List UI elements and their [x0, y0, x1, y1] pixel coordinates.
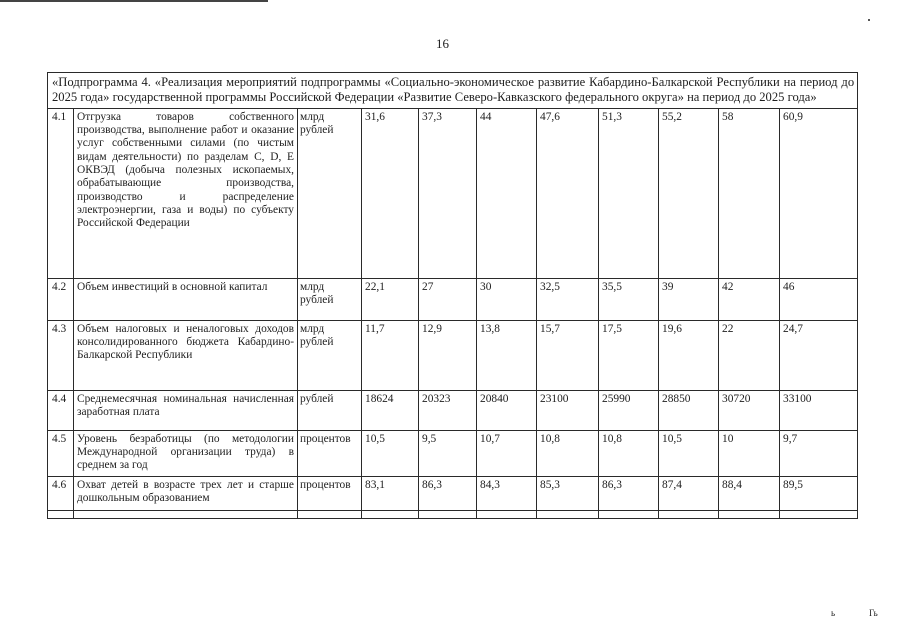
row-number: 4.6 — [48, 476, 74, 510]
value-cell: 28850 — [659, 390, 719, 430]
value-cell: 10,5 — [362, 430, 419, 476]
value-cell: 47,6 — [537, 108, 599, 278]
scan-mark — [868, 19, 870, 21]
value-cell — [719, 510, 780, 518]
value-cell — [477, 510, 537, 518]
value-cell — [419, 510, 477, 518]
indicators-table — [47, 72, 858, 519]
value-cell: 20323 — [419, 390, 477, 430]
value-cell: 31,6 — [362, 108, 419, 278]
unit-cell: млрд рублей — [298, 278, 362, 320]
value-cell: 13,8 — [477, 320, 537, 390]
caption-row — [48, 73, 858, 109]
indicator-name: Среднемесячная номинальная начисленная заработная плата — [74, 390, 298, 430]
row-number — [48, 510, 74, 518]
subprogram-caption: «Подпрограмма 4. «Реализация мероприятий подпрограммы «Социально-экономическое развитие Кабардино-Балкарской Республики на период до 2025 года» государственной программы Российской Федерации «Развитие Северо-Кавказского федерального округа» на период до 2025 года» — [48, 73, 858, 109]
table-row — [48, 476, 858, 510]
value-cell — [599, 510, 659, 518]
footer-mark: ь — [831, 608, 836, 618]
table-row — [48, 390, 858, 430]
value-cell: 24,7 — [780, 320, 858, 390]
value-cell: 22,1 — [362, 278, 419, 320]
value-cell: 30720 — [719, 390, 780, 430]
row-number: 4.4 — [48, 390, 74, 430]
value-cell: 60,9 — [780, 108, 858, 278]
row-number: 4.5 — [48, 430, 74, 476]
value-cell: 11,7 — [362, 320, 419, 390]
unit-cell: процентов — [298, 476, 362, 510]
page-number: 16 — [436, 36, 449, 51]
value-cell: 27 — [419, 278, 477, 320]
top-rule — [0, 0, 268, 2]
value-cell: 87,4 — [659, 476, 719, 510]
indicator-name: Уровень безработицы (по методологии Международной организации труда) в среднем за год — [74, 430, 298, 476]
table-row — [48, 278, 858, 320]
value-cell: 55,2 — [659, 108, 719, 278]
value-cell: 83,1 — [362, 476, 419, 510]
unit-cell: рублей — [298, 390, 362, 430]
table-row — [48, 108, 858, 278]
indicator-name: Объем инвестиций в основной капитал — [74, 278, 298, 320]
indicator-name: Охват детей в возрасте трех лет и старше дошкольным образованием — [74, 476, 298, 510]
value-cell — [659, 510, 719, 518]
value-cell: 10,7 — [477, 430, 537, 476]
footer-mark: Гь — [869, 608, 878, 618]
value-cell: 51,3 — [599, 108, 659, 278]
value-cell: 22 — [719, 320, 780, 390]
value-cell — [362, 510, 419, 518]
value-cell: 33100 — [780, 390, 858, 430]
value-cell: 39 — [659, 278, 719, 320]
unit-cell: млрд рублей — [298, 108, 362, 278]
value-cell: 86,3 — [419, 476, 477, 510]
value-cell — [780, 510, 858, 518]
value-cell: 37,3 — [419, 108, 477, 278]
value-cell: 30 — [477, 278, 537, 320]
value-cell: 20840 — [477, 390, 537, 430]
indicator-name: Объем налоговых и неналоговых доходов консолидированного бюджета Кабардино-Балкарской Республики — [74, 320, 298, 390]
row-number: 4.3 — [48, 320, 74, 390]
value-cell: 19,6 — [659, 320, 719, 390]
value-cell: 12,9 — [419, 320, 477, 390]
table-row — [48, 430, 858, 476]
value-cell: 9,5 — [419, 430, 477, 476]
value-cell: 17,5 — [599, 320, 659, 390]
indicator-name — [74, 510, 298, 518]
unit-cell — [298, 510, 362, 518]
value-cell: 25990 — [599, 390, 659, 430]
row-number: 4.2 — [48, 278, 74, 320]
value-cell: 10 — [719, 430, 780, 476]
row-number: 4.1 — [48, 108, 74, 278]
unit-cell: млрд рублей — [298, 320, 362, 390]
value-cell: 10,5 — [659, 430, 719, 476]
value-cell: 86,3 — [599, 476, 659, 510]
value-cell: 46 — [780, 278, 858, 320]
value-cell: 10,8 — [537, 430, 599, 476]
value-cell — [537, 510, 599, 518]
value-cell: 32,5 — [537, 278, 599, 320]
value-cell: 15,7 — [537, 320, 599, 390]
value-cell: 89,5 — [780, 476, 858, 510]
value-cell: 9,7 — [780, 430, 858, 476]
value-cell: 23100 — [537, 390, 599, 430]
table-row — [48, 510, 858, 518]
value-cell: 85,3 — [537, 476, 599, 510]
value-cell: 42 — [719, 278, 780, 320]
value-cell: 10,8 — [599, 430, 659, 476]
value-cell: 35,5 — [599, 278, 659, 320]
value-cell: 18624 — [362, 390, 419, 430]
table-row — [48, 320, 858, 390]
value-cell: 44 — [477, 108, 537, 278]
value-cell: 58 — [719, 108, 780, 278]
value-cell: 84,3 — [477, 476, 537, 510]
value-cell: 88,4 — [719, 476, 780, 510]
indicator-name: Отгрузка товаров собственного производства, выполнение работ и оказание услуг собственными силами (по чистым видам деятельности) по разделам С, D, Е ОКВЭД (добыча полезных ископаемых, обрабатывающие производства, производство и распределение электроэнергии, газа и воды) по субъекту Российской Федерации — [74, 108, 298, 278]
unit-cell: процентов — [298, 430, 362, 476]
